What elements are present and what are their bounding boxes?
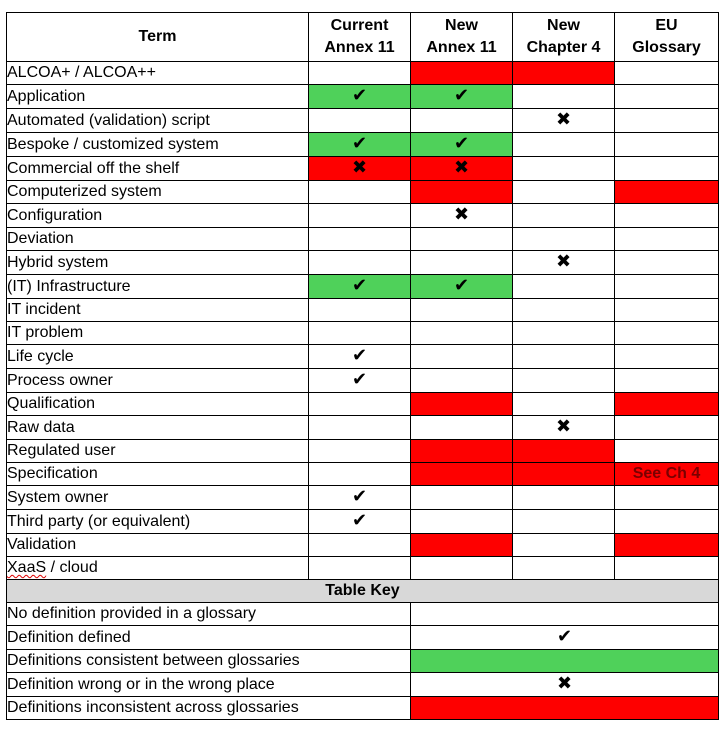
current-annex11-cell [309,486,411,510]
new-chapter4-cell [513,369,615,393]
new-chapter4-cell [513,557,615,580]
table-row [7,416,719,440]
current-annex11-cell [309,133,411,157]
term-cell: Raw data [7,416,309,440]
key-row [7,697,719,720]
current-annex11-cell [309,534,411,557]
new-annex11-cell [411,345,513,369]
new-chapter4-cell [513,393,615,416]
table-row [7,251,719,275]
eu-glossary-cell [615,204,719,228]
eu-glossary-cell [615,345,719,369]
glossary-comparison-table [6,12,719,720]
table-row [7,62,719,85]
term-spellcheck-word: XaaS [7,559,47,576]
term-cell: Commercial off the shelf [7,157,309,181]
table-row [7,534,719,557]
cross-icon: ✖ [453,204,470,224]
current-annex11-cell [309,85,411,109]
table-row [7,109,719,133]
term-cell: Regulated user [7,440,309,463]
check-icon: ✔ [453,133,470,153]
new-chapter4-cell [513,109,615,133]
table-row [7,510,719,534]
current-annex11-cell [309,393,411,416]
current-annex11-cell [309,228,411,251]
new-chapter4-cell [513,322,615,345]
eu-glossary-cell [615,416,719,440]
cross-icon: ✖ [555,251,572,271]
current-annex11-cell [309,557,411,580]
new-chapter4-cell [513,157,615,181]
current-annex11-cell [309,181,411,204]
header-term: Term [7,13,309,62]
term-cell: Deviation [7,228,309,251]
eu-glossary-cell: See Ch 4 [615,463,719,486]
term-cell: Automated (validation) script [7,109,309,133]
term-cell: Configuration [7,204,309,228]
check-icon: ✔ [351,133,368,153]
table-row [7,463,719,486]
table-row [7,133,719,157]
table-row [7,393,719,416]
new-annex11-cell [411,85,513,109]
current-annex11-cell [309,440,411,463]
new-annex11-cell [411,204,513,228]
header-row [7,13,719,62]
table-key-header-row [7,580,719,603]
new-annex11-cell [411,157,513,181]
header-current-annex11: Current Annex 11 [309,13,411,62]
new-chapter4-cell [513,228,615,251]
eu-glossary-cell [615,85,719,109]
current-annex11-cell [309,251,411,275]
key-label: Definitions inconsistent across glossaries [7,697,411,720]
key-label: No definition provided in a glossary [7,603,411,626]
current-annex11-cell [309,157,411,181]
key-swatch [411,626,719,650]
table-row [7,228,719,251]
new-annex11-cell [411,251,513,275]
term-cell: System owner [7,486,309,510]
eu-glossary-cell [615,181,719,204]
term-cell: IT problem [7,322,309,345]
new-chapter4-cell [513,181,615,204]
new-annex11-cell [411,393,513,416]
key-swatch [411,650,719,673]
table-row [7,275,719,299]
term-cell: Hybrid system [7,251,309,275]
current-annex11-cell [309,416,411,440]
new-annex11-cell [411,534,513,557]
table-row [7,157,719,181]
table-row [7,181,719,204]
table-row [7,369,719,393]
term-cell: Bespoke / customized system [7,133,309,157]
eu-glossary-cell [615,534,719,557]
new-chapter4-cell [513,510,615,534]
new-chapter4-cell [513,534,615,557]
check-icon: ✔ [453,275,470,295]
cross-icon: ✖ [453,157,470,177]
key-row [7,673,719,697]
eu-glossary-cell [615,486,719,510]
current-annex11-cell [309,345,411,369]
term-cell: (IT) Infrastructure [7,275,309,299]
cross-icon: ✖ [555,416,572,436]
eu-glossary-cell [615,228,719,251]
new-chapter4-cell [513,275,615,299]
eu-glossary-cell [615,157,719,181]
new-chapter4-cell [513,416,615,440]
term-cell: ALCOA+ / ALCOA++ [7,62,309,85]
check-icon: ✔ [556,626,573,646]
new-annex11-cell [411,369,513,393]
new-chapter4-cell [513,345,615,369]
check-icon: ✔ [351,369,368,389]
current-annex11-cell [309,369,411,393]
key-label: Definitions consistent between glossaries [7,650,411,673]
header-new-annex11: New Annex 11 [411,13,513,62]
table-body [7,62,719,580]
table-key-title: Table Key [7,580,719,603]
new-annex11-cell [411,510,513,534]
term-cell: Life cycle [7,345,309,369]
new-chapter4-cell [513,133,615,157]
table-row [7,486,719,510]
new-annex11-cell [411,440,513,463]
check-icon: ✔ [351,486,368,506]
eu-glossary-cell [615,109,719,133]
current-annex11-cell [309,322,411,345]
new-annex11-cell [411,228,513,251]
key-row [7,603,719,626]
term-cell: Validation [7,534,309,557]
current-annex11-cell [309,109,411,133]
new-annex11-cell [411,299,513,322]
table-row [7,204,719,228]
term-cell: Qualification [7,393,309,416]
eu-glossary-cell [615,510,719,534]
current-annex11-cell [309,510,411,534]
term-cell: Computerized system [7,181,309,204]
new-chapter4-cell [513,440,615,463]
term-cell [7,557,309,580]
new-chapter4-cell [513,62,615,85]
term-suffix: / cloud [46,559,98,576]
new-annex11-cell [411,109,513,133]
term-cell: Third party (or equivalent) [7,510,309,534]
current-annex11-cell [309,62,411,85]
new-chapter4-cell [513,251,615,275]
table-row [7,85,719,109]
table-row [7,440,719,463]
key-label: Definition defined [7,626,411,650]
new-annex11-cell [411,463,513,486]
term-cell: IT incident [7,299,309,322]
table-row [7,322,719,345]
key-swatch [411,603,719,626]
cross-icon: ✖ [351,157,368,177]
table-key [7,580,719,720]
eu-glossary-cell [615,440,719,463]
new-annex11-cell [411,133,513,157]
new-annex11-cell [411,181,513,204]
key-row [7,626,719,650]
eu-glossary-cell [615,133,719,157]
current-annex11-cell [309,204,411,228]
current-annex11-cell [309,299,411,322]
key-swatch [411,697,719,720]
check-icon: ✔ [453,85,470,105]
check-icon: ✔ [351,345,368,365]
eu-glossary-cell [615,275,719,299]
check-icon: ✔ [351,275,368,295]
new-annex11-cell [411,557,513,580]
check-icon: ✔ [351,85,368,105]
check-icon: ✔ [351,510,368,530]
eu-glossary-cell [615,62,719,85]
term-cell: Application [7,85,309,109]
header-new-chapter4: New Chapter 4 [513,13,615,62]
eu-glossary-cell [615,369,719,393]
eu-glossary-cell [615,251,719,275]
eu-glossary-cell [615,299,719,322]
table-row [7,557,719,580]
new-chapter4-cell [513,463,615,486]
new-chapter4-cell [513,204,615,228]
eu-glossary-cell [615,393,719,416]
new-chapter4-cell [513,486,615,510]
table-row [7,345,719,369]
term-cell: Process owner [7,369,309,393]
eu-glossary-cell [615,322,719,345]
key-row [7,650,719,673]
eu-glossary-cell [615,557,719,580]
table-row [7,299,719,322]
new-chapter4-cell [513,85,615,109]
new-annex11-cell [411,275,513,299]
table-header [7,13,719,62]
new-annex11-cell [411,62,513,85]
current-annex11-cell [309,463,411,486]
cross-icon: ✖ [555,109,572,129]
key-swatch [411,673,719,697]
current-annex11-cell [309,275,411,299]
header-eu-glossary: EU Glossary [615,13,719,62]
new-annex11-cell [411,322,513,345]
new-chapter4-cell [513,299,615,322]
new-annex11-cell [411,486,513,510]
new-annex11-cell [411,416,513,440]
key-label: Definition wrong or in the wrong place [7,673,411,697]
cross-icon: ✖ [556,673,573,693]
term-cell: Specification [7,463,309,486]
